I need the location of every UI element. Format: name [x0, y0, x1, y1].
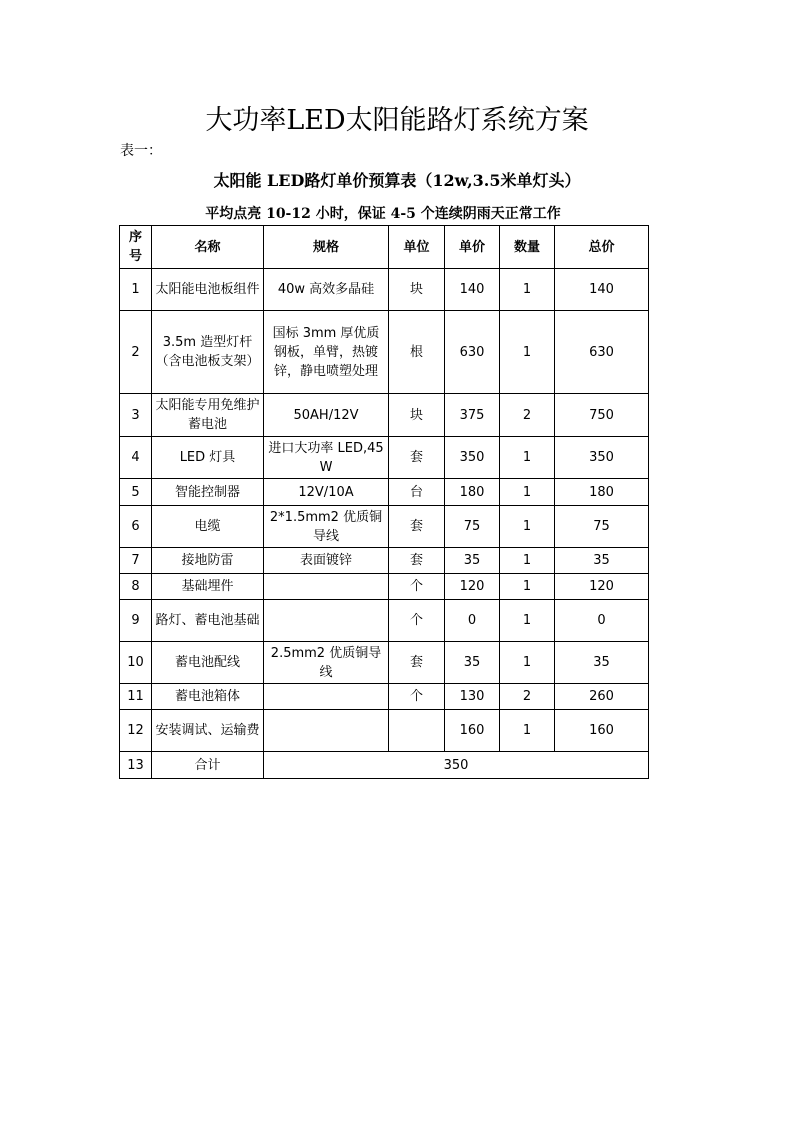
cell-name: 基础埋件	[152, 574, 264, 600]
cell-qty: 1	[500, 437, 555, 479]
cell-name: 太阳能专用免维护蓄电池	[152, 394, 264, 437]
header-qty: 数量	[500, 226, 555, 269]
cell-spec	[264, 710, 389, 752]
cell-total: 750	[555, 394, 649, 437]
cell-name: 蓄电池配线	[152, 642, 264, 684]
cell-unit: 根	[389, 311, 445, 394]
cell-price: 0	[445, 600, 500, 642]
cell-qty: 1	[500, 710, 555, 752]
cell-no: 10	[120, 642, 152, 684]
cell-total: 35	[555, 548, 649, 574]
summary-label: 合计	[152, 752, 264, 779]
cell-qty: 1	[500, 506, 555, 548]
cell-total: 180	[555, 479, 649, 506]
cell-no: 1	[120, 269, 152, 311]
table-row	[120, 548, 649, 574]
cell-no: 5	[120, 479, 152, 506]
cell-name: 接地防雷	[152, 548, 264, 574]
cell-spec: 2.5mm2 优质铜导线	[264, 642, 389, 684]
cell-total: 260	[555, 684, 649, 710]
table-row	[120, 311, 649, 394]
cell-qty: 1	[500, 269, 555, 311]
document-title: 大功率LED太阳能路灯系统方案	[205, 105, 589, 136]
table-subtitle: 太阳能 LED路灯单价预算表（12w,3.5米单灯头）	[213, 171, 581, 190]
cell-no: 9	[120, 600, 152, 642]
cell-name: 安装调试、运输费	[152, 710, 264, 752]
cell-spec	[264, 600, 389, 642]
cell-qty: 1	[500, 574, 555, 600]
cell-spec: 12V/10A	[264, 479, 389, 506]
cell-price: 35	[445, 642, 500, 684]
cell-price: 375	[445, 394, 500, 437]
cell-price: 630	[445, 311, 500, 394]
table-row	[120, 269, 649, 311]
cell-total: 0	[555, 600, 649, 642]
header-spec: 规格	[264, 226, 389, 269]
table-label: 表一：	[120, 143, 162, 159]
cell-unit: 台	[389, 479, 445, 506]
cell-unit: 个	[389, 600, 445, 642]
cell-price: 75	[445, 506, 500, 548]
budget-table	[119, 225, 649, 779]
cell-total: 160	[555, 710, 649, 752]
table-row	[120, 437, 649, 479]
cell-qty: 1	[500, 642, 555, 684]
cell-unit: 个	[389, 684, 445, 710]
cell-total: 630	[555, 311, 649, 394]
cell-no: 4	[120, 437, 152, 479]
table-row	[120, 574, 649, 600]
cell-unit: 套	[389, 642, 445, 684]
cell-qty: 1	[500, 311, 555, 394]
cell-no: 8	[120, 574, 152, 600]
header-price: 单价	[445, 226, 500, 269]
table-header-row	[120, 226, 649, 269]
cell-unit: 块	[389, 394, 445, 437]
cell-qty: 1	[500, 548, 555, 574]
cell-total: 120	[555, 574, 649, 600]
cell-total: 350	[555, 437, 649, 479]
cell-spec	[264, 684, 389, 710]
table-row	[120, 506, 649, 548]
cell-price: 350	[445, 437, 500, 479]
header-total: 总价	[555, 226, 649, 269]
cell-name: 太阳能电池板组件	[152, 269, 264, 311]
cell-no: 11	[120, 684, 152, 710]
cell-price: 120	[445, 574, 500, 600]
cell-qty: 1	[500, 600, 555, 642]
cell-spec: 40w 高效多晶硅	[264, 269, 389, 311]
cell-unit: 个	[389, 574, 445, 600]
cell-name: 智能控制器	[152, 479, 264, 506]
cell-spec: 进口大功率 LED,45W	[264, 437, 389, 479]
cell-spec: 50AH/12V	[264, 394, 389, 437]
cell-price: 160	[445, 710, 500, 752]
cell-spec: 国标 3mm 厚优质钢板，单臂，热镀锌，静电喷塑处理	[264, 311, 389, 394]
cell-unit	[389, 710, 445, 752]
cell-total: 140	[555, 269, 649, 311]
cell-no: 12	[120, 710, 152, 752]
table-note: 平均点亮 10-12 小时，保证 4-5 个连续阴雨天正常工作	[205, 206, 561, 222]
summary-row	[120, 752, 649, 779]
cell-spec	[264, 574, 389, 600]
summary-no: 13	[120, 752, 152, 779]
cell-total: 75	[555, 506, 649, 548]
table-row	[120, 642, 649, 684]
cell-no: 2	[120, 311, 152, 394]
cell-qty: 1	[500, 479, 555, 506]
cell-name: 路灯、蓄电池基础	[152, 600, 264, 642]
table-row	[120, 394, 649, 437]
cell-name: 蓄电池箱体	[152, 684, 264, 710]
table-row	[120, 710, 649, 752]
table-row	[120, 684, 649, 710]
cell-qty: 2	[500, 394, 555, 437]
cell-price: 140	[445, 269, 500, 311]
table-row	[120, 600, 649, 642]
cell-name: 电缆	[152, 506, 264, 548]
table-row	[120, 479, 649, 506]
cell-no: 3	[120, 394, 152, 437]
cell-no: 7	[120, 548, 152, 574]
cell-no: 6	[120, 506, 152, 548]
cell-unit: 套	[389, 437, 445, 479]
header-unit: 单位	[389, 226, 445, 269]
cell-price: 180	[445, 479, 500, 506]
cell-price: 35	[445, 548, 500, 574]
header-no: 序号	[120, 226, 152, 269]
cell-unit: 套	[389, 506, 445, 548]
cell-unit: 套	[389, 548, 445, 574]
header-name: 名称	[152, 226, 264, 269]
cell-name: 3.5m 造型灯杆（含电池板支架）	[152, 311, 264, 394]
cell-spec: 表面镀锌	[264, 548, 389, 574]
summary-value: 350	[264, 752, 649, 779]
cell-qty: 2	[500, 684, 555, 710]
cell-unit: 块	[389, 269, 445, 311]
cell-name: LED 灯具	[152, 437, 264, 479]
cell-total: 35	[555, 642, 649, 684]
cell-spec: 2*1.5mm2 优质铜导线	[264, 506, 389, 548]
cell-price: 130	[445, 684, 500, 710]
